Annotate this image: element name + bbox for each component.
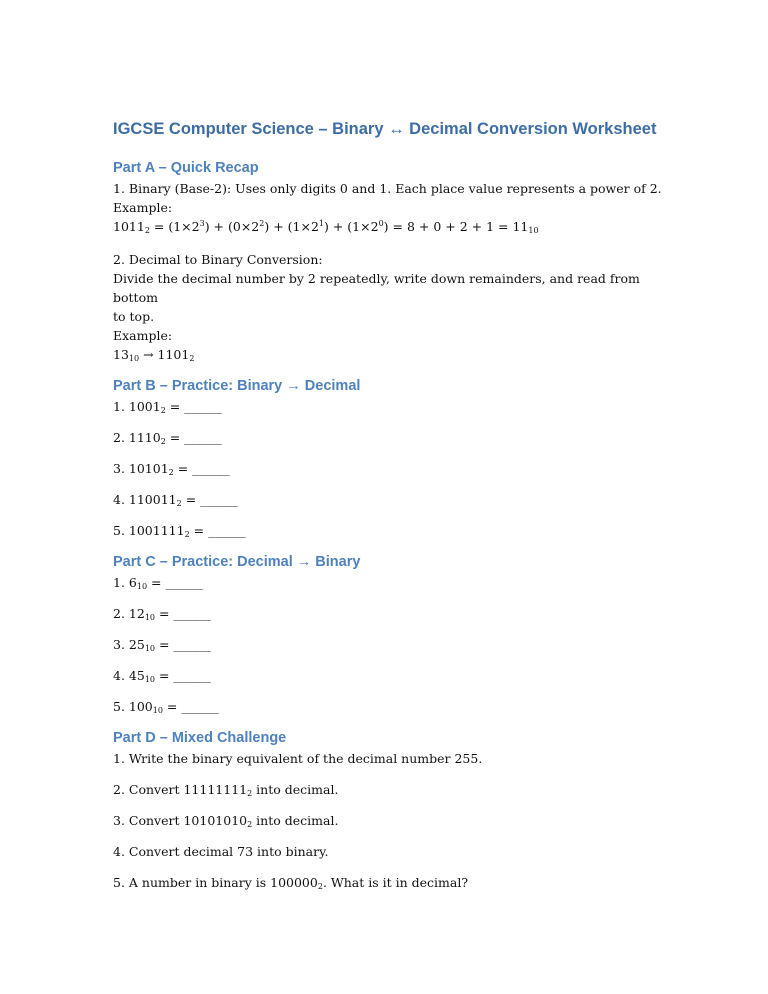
recap-item-1-example-label: Example: xyxy=(113,200,173,215)
part-a-heading: Part A – Quick Recap xyxy=(113,160,259,176)
base-subscript: 10 xyxy=(528,226,539,235)
challenge-question-2: 2. Convert $11111111_2$ into decimal. xyxy=(113,782,339,798)
challenge-question-1: 1. Write the binary equivalent of the decimal number 255. xyxy=(113,751,483,766)
arrow-icon: → xyxy=(139,347,158,362)
worksheet-content xyxy=(113,120,673,892)
recap-item-2-text-cont: to top. xyxy=(113,309,155,324)
challenge-question-5: 5. A number in binary is $100000_2$. What is it in decimal? xyxy=(113,875,469,891)
exponent: 2 xyxy=(259,219,265,228)
worksheet-title: IGCSE Computer Science – Binary ↔ Decimal Conversion Worksheet xyxy=(113,120,657,138)
challenge-question-3: 3. Convert $10101010_2$ into decimal. xyxy=(113,813,339,829)
answer-blank: = ______ xyxy=(155,668,211,683)
exponent: 1 xyxy=(318,219,324,228)
question: 1. $6_{10}$ = ______ xyxy=(113,575,203,591)
exponent: 3 xyxy=(199,219,205,228)
recap-item-2-title: 2. Decimal to Binary Conversion: xyxy=(113,252,323,267)
answer-blank: = ______ xyxy=(173,461,230,476)
question: 2. $12_{10}$ = ______ xyxy=(113,606,211,622)
recap-item-1-text: 1. Binary (Base-2): Uses only digits 0 and 1. Each place value represents a power of 2. xyxy=(113,181,662,196)
question: 3. $25_{10}$ = ______ xyxy=(113,637,211,653)
answer-blank: = ______ xyxy=(189,523,246,538)
exponent: 0 xyxy=(378,219,384,228)
question: 5. $100_{10}$ = ______ xyxy=(113,699,219,715)
question: 3. $10101_2$ = ______ xyxy=(113,461,230,477)
recap-item-2-example: $13_{10} \to 1101_2$ xyxy=(113,347,195,363)
question: 4. $45_{10}$ = ______ xyxy=(113,668,211,684)
answer-blank: = ______ xyxy=(181,492,238,507)
answer-blank: = ______ xyxy=(165,430,222,445)
example-binary-number: 1011 xyxy=(113,219,145,234)
part-d-heading: Part D – Mixed Challenge xyxy=(113,730,287,746)
part-c-heading: Part C – Practice: Decimal → Binary xyxy=(113,554,361,570)
question: 1. $1001_2$ = ______ xyxy=(113,399,222,415)
part-b-heading: Part B – Practice: Binary → Decimal xyxy=(113,378,361,394)
recap-item-2-text: Divide the decimal number by 2 repeatedly, write down remainders, and read from bottom xyxy=(113,271,640,305)
question: 4. $110011_2$ = ______ xyxy=(113,492,238,508)
base-subscript: 10 xyxy=(128,354,140,363)
answer-blank: = ______ xyxy=(165,399,222,414)
question: 2. $1110_2$ = ______ xyxy=(113,430,222,446)
recap-item-2-example-label: Example: xyxy=(113,328,173,343)
base-subscript: 2 xyxy=(144,226,150,235)
answer-blank: = ______ xyxy=(155,606,211,621)
answer-blank: = ______ xyxy=(155,637,211,652)
answer-blank: = ______ xyxy=(162,699,219,714)
recap-item-1-example: $1011_2 = (1\times 2^3) + (0\times 2^2) + (1\times 2^1) + (1\times 2^0) = 8 + 0 + 2 + 1 = 11_{10}$ xyxy=(113,219,539,235)
challenge-question-4: 4. Convert decimal 73 into binary. xyxy=(113,844,329,859)
question: 5. $1001111_2$ = ______ xyxy=(113,523,246,539)
answer-blank: = ______ xyxy=(147,575,203,590)
base-subscript: 2 xyxy=(189,354,195,363)
